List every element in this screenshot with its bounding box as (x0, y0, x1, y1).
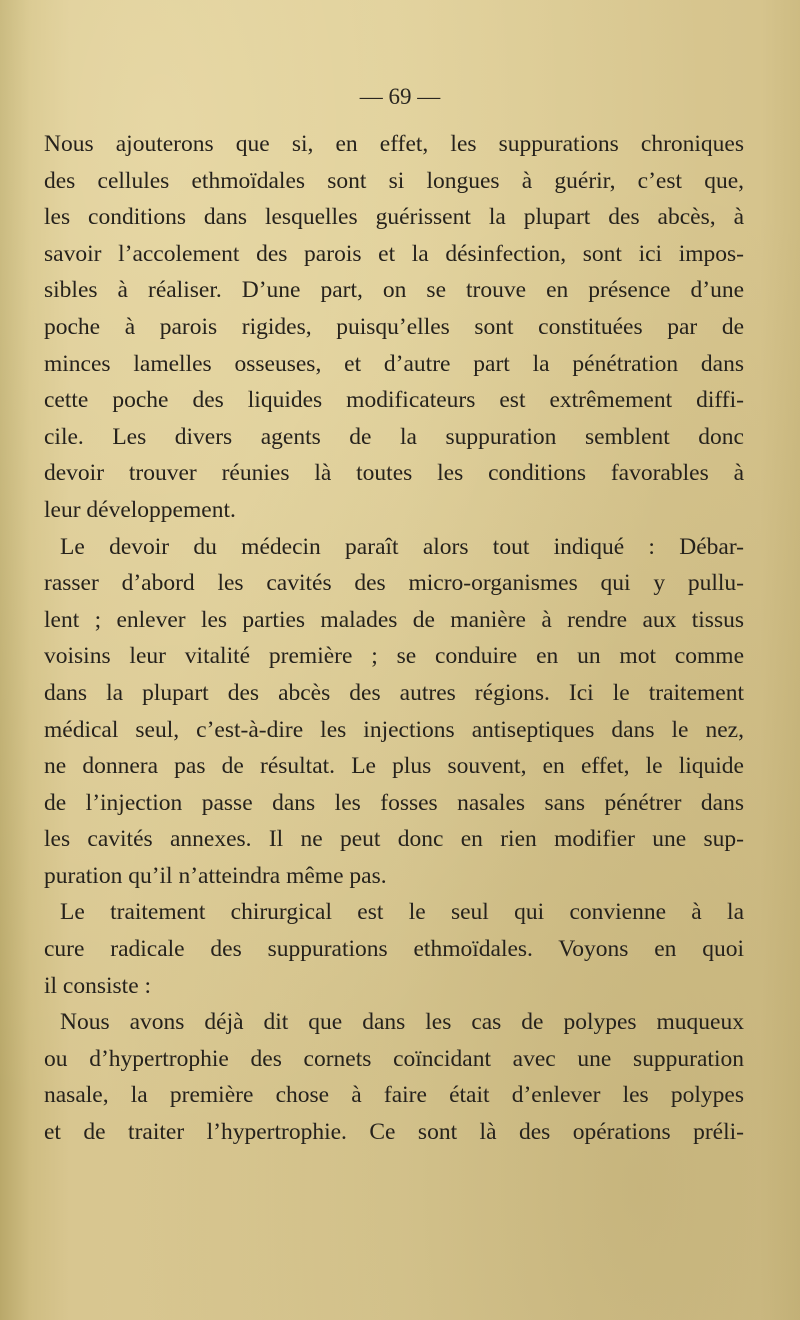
text-line: devoir trouver réunies là toutes les conditions favorables à (44, 460, 744, 487)
text-line: il consiste : (44, 972, 152, 999)
text-line: de l’injection passe dans les fosses nasales sans pénétrer dans (44, 789, 744, 816)
text-line: Nous avons déjà dit que dans les cas de polypes muqueux (60, 1009, 744, 1036)
text-line: ou d’hypertrophie des cornets coïncidant avec une suppuration (44, 1045, 744, 1072)
text-line: les conditions dans lesquelles guérissent la plupart des abcès, à (44, 204, 744, 231)
text-line: rasser d’abord les cavités des micro-organismes qui y pullu- (44, 570, 744, 597)
text-line: les cavités annexes. Il ne peut donc en rien modifier une sup- (44, 826, 744, 853)
text-line: sibles à réaliser. D’une part, on se trouve en présence d’une (44, 277, 744, 304)
page-number: — 69 — (359, 84, 441, 109)
text-line: puration qu’il n’atteindra même pas. (44, 862, 387, 889)
text-line: cette poche des liquides modificateurs est extrêmement diffi- (44, 387, 744, 414)
text-line: Nous ajouterons que si, en effet, les suppurations chroniques (44, 131, 744, 157)
text-line: ne donnera pas de résultat. Le plus souvent, en effet, le liquide (44, 753, 744, 780)
text-line: voisins leur vitalité première ; se conduire en un mot comme (44, 643, 744, 670)
text-line: savoir l’accolement des parois et la désinfection, sont ici impos- (44, 240, 744, 267)
text-line: leur développement. (44, 496, 236, 523)
text-line: poche à parois rigides, puisqu’elles sont constituées par de (44, 313, 744, 340)
text-line: Le traitement chirurgical est le seul qui convienne à la (60, 899, 744, 926)
text-line: et de traiter l’hypertrophie. Ce sont là des opérations préli- (44, 1119, 744, 1146)
text-line: Le devoir du médecin paraît alors tout indiqué : Débar- (60, 533, 744, 560)
text-line: médical seul, c’est-à-dire les injections antiseptiques dans le nez, (44, 716, 744, 743)
text-line: lent ; enlever les parties malades de manière à rendre aux tissus (44, 606, 744, 633)
text-line: dans la plupart des abcès des autres régions. Ici le traitement (44, 679, 744, 706)
body-text (44, 126, 744, 1151)
text-line: cure radicale des suppurations ethmoïdales. Voyons en quoi (44, 936, 744, 963)
text-line: cile. Les divers agents de la suppuration semblent donc (44, 423, 744, 450)
text-line: nasale, la première chose à faire était d’enlever les polypes (44, 1082, 744, 1109)
text-line: minces lamelles osseuses, et d’autre part la pénétration dans (44, 350, 744, 377)
text-line: des cellules ethmoïdales sont si longues à guérir, c’est que, (44, 167, 744, 194)
